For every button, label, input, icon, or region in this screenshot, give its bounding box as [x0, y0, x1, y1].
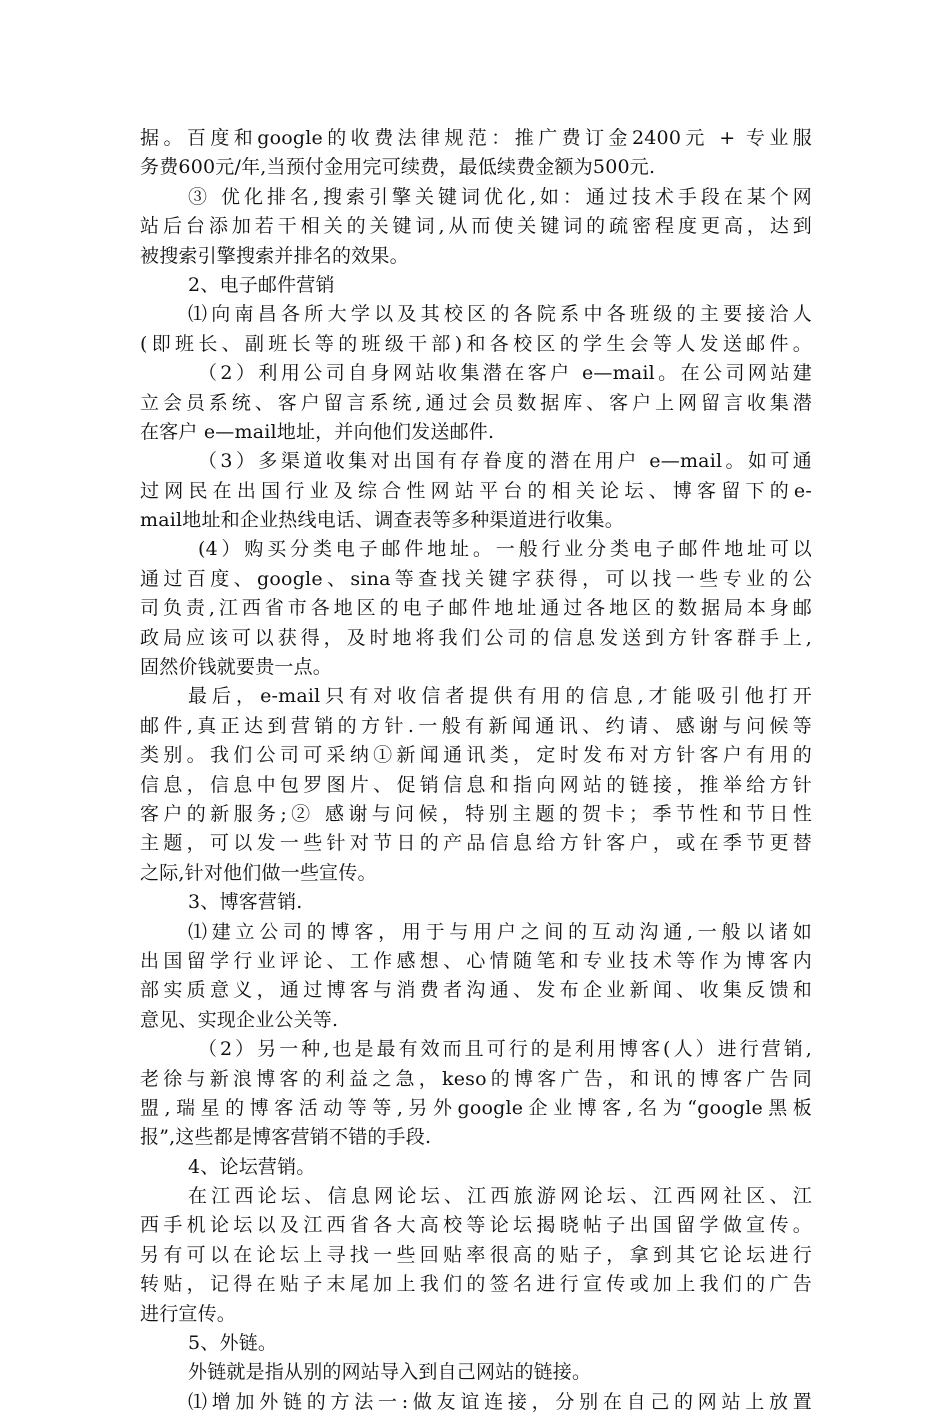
text-line: ③ 优化排名,搜索引擎关键词优化,如：通过技术手段在某个网 [188, 185, 812, 208]
text-line: 务费600元/年,当预付金用完可续费，最低续费金额为500元. [140, 156, 656, 179]
text-line: 客户的新服务;② 感谢与问候，特别主题的贺卡；季节性和节日性 [140, 802, 812, 825]
section-heading-email: 2、电子邮件营销 [188, 273, 335, 296]
text-line: 在客户 e—mail地址，并向他们发送邮件. [140, 420, 495, 443]
text-line: 固然价钱就要贵一点。 [140, 656, 333, 679]
text-line: 过网民在出国行业及综合性网站平台的相关论坛、博客留下的e- [140, 479, 812, 502]
text-line: mail地址和企业热线电话、调查表等多种渠道进行收集。 [140, 509, 624, 532]
section-heading-blog: 3、博客营销. [188, 891, 303, 914]
text-line: 立会员系统、客户留言系统,通过会员数据库、客户上网留言收集潜 [140, 391, 812, 414]
text-line: ⑴增加外链的方法一:做友谊连接，分别在自己的网站上放置 [188, 1390, 812, 1413]
text-line: 据。百度和google的收费法律规范：推广费订金2400元 + 专业服 [140, 127, 812, 149]
text-line: （3）多渠道收集对出国有存眷度的潜在用户 e—mail。如可通 [198, 450, 812, 473]
text-line: 在江西论坛、信息网论坛、江西旅游网论坛、江西网社区、江 [188, 1185, 812, 1208]
text-line: 盟,瑞星的博客活动等等,另外google企业博客,名为“google黑板 [140, 1096, 812, 1119]
text-line: 出国留学行业评论、工作感想、心情随笔和专业技术等作为博客内 [140, 949, 812, 972]
text-line: 部实质意义，通过博客与消费者沟通、发布企业新闻、收集反馈和 [140, 979, 812, 1002]
text-line: 报”,这些都是博客营销不错的手段. [140, 1126, 432, 1149]
text-line: 邮件,真正达到营销的方针.一般有新闻通讯、约请、感谢与问候等 [140, 714, 812, 737]
text-line: (4）购买分类电子邮件地址。一般行业分类电子邮件地址可以 [198, 538, 812, 561]
text-line: 通过百度、google、sina等查找关键字获得，可以找一些专业的公 [140, 567, 812, 590]
text-line: ⑴向南昌各所大学以及其校区的各院系中各班级的主要接洽人 [188, 303, 812, 326]
text-line: 西手机论坛以及江西省各大高校等论坛揭晓帖子出国留学做宣传。 [140, 1214, 812, 1237]
text-line: 主题，可以发一些针对节日的产品信息给方针客户，或在季节更替 [140, 832, 812, 855]
text-line: 被搜索引擎搜索并排名的效果。 [140, 244, 409, 267]
text-line: ⑴建立公司的博客，用于与用户之间的互动沟通,一般以诸如 [188, 920, 812, 943]
text-line: 类别。我们公司可采纳①新闻通讯类，定时发布对方针客户有用的 [140, 744, 812, 767]
text-line: 信息，信息中包罗图片、促销信息和指向网站的链接，推举给方针 [140, 773, 812, 796]
text-line: 站后台添加若干相关的关键词,从而使关键词的疏密程度更高，达到 [140, 215, 812, 238]
text-line: 外链就是指从别的网站导入到自己网站的链接。 [188, 1361, 592, 1384]
text-line: 另有可以在论坛上寻找一些回贴率很高的贴子，拿到其它论坛进行 [140, 1243, 812, 1266]
text-line: 最后，e-mail只有对收信者提供有用的信息,才能吸引他打开 [188, 685, 812, 708]
text-line: 老徐与新浪博客的利益之急，keso的博客广告，和讯的博客广告同 [140, 1067, 812, 1090]
text-line: （2）利用公司自身网站收集潜在客户 e—mail。在公司网站建 [198, 362, 812, 385]
text-line: 进行宣传。 [140, 1302, 237, 1325]
text-line: 政局应该可以获得，及时地将我们公司的信息发送到方针客群手上, [140, 626, 812, 649]
text-line: (即班长、副班长等的班级干部)和各校区的学生会等人发送邮件。 [140, 332, 812, 355]
section-heading-backlinks: 5、外链。 [188, 1332, 278, 1355]
text-line: 司负责,江西省市各地区的电子邮件地址通过各地区的数据局本身邮 [140, 597, 812, 620]
text-line: 意见、实现企业公关等. [140, 1008, 339, 1031]
document-body [140, 124, 812, 1417]
text-line: 转贴，记得在贴子末尾加上我们的签名进行宣传或加上我们的广告 [140, 1273, 812, 1296]
text-line: 之际,针对他们做一些宣传。 [140, 861, 377, 884]
text-line: （2）另一种,也是最有效而且可行的是利用博客(人）进行营销, [198, 1038, 812, 1061]
section-heading-forum: 4、论坛营销。 [188, 1155, 316, 1178]
